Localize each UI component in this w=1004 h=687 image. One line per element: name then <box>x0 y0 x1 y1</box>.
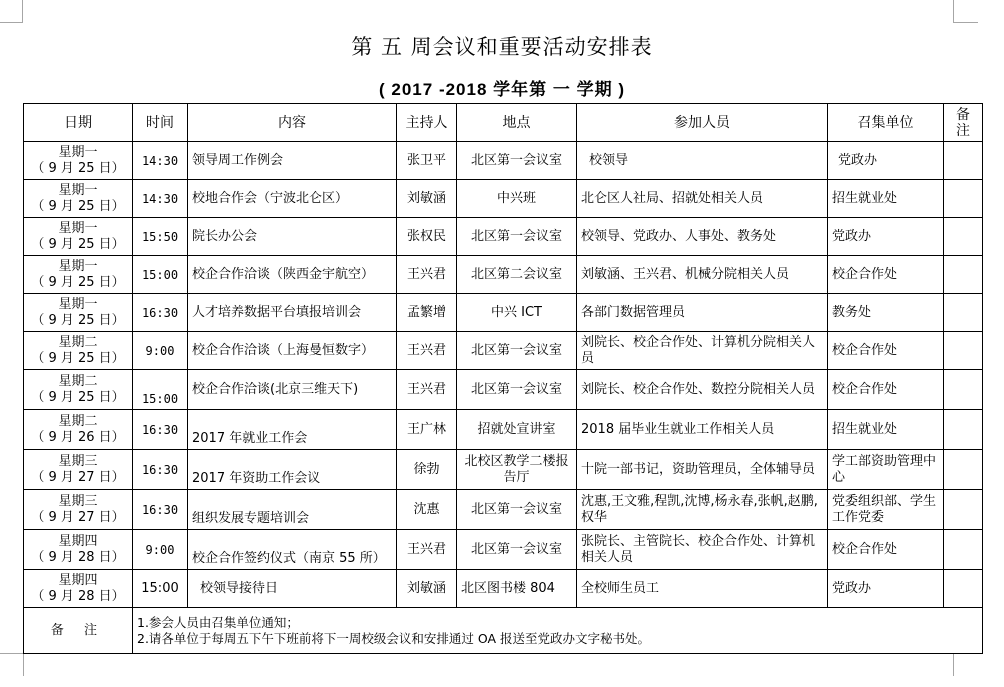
weekday: 星期四 <box>58 533 98 549</box>
remark-cell <box>944 294 983 332</box>
participants-cell: 全校师生员工 <box>577 570 828 608</box>
time-cell: 15:50 <box>133 218 188 256</box>
header-remark-line1: 备 <box>956 106 970 123</box>
header-remark-line2: 注 <box>956 122 970 139</box>
table-row <box>24 142 983 180</box>
location-cell: 北区第二会议室 <box>457 256 577 294</box>
organizer-cell: 校企合作处 <box>828 370 944 410</box>
header-content: 内容 <box>188 104 397 142</box>
table-row <box>24 490 983 530</box>
table-row <box>24 180 983 218</box>
header-time: 时间 <box>133 104 188 142</box>
remark-cell <box>944 256 983 294</box>
date-cell <box>24 180 133 218</box>
participants-cell: 十院一部书记，资助管理员，全体辅导员 <box>577 450 828 490</box>
document-subtitle: ( 2017 -2018 学年第 一 学期 ) <box>379 80 625 99</box>
time-cell: 14:30 <box>133 180 188 218</box>
notes-line-1: 1.参会人员由召集单位通知； <box>137 614 299 630</box>
table-row <box>24 410 983 450</box>
time-cell: 16:30 <box>133 294 188 332</box>
remark-cell <box>944 180 983 218</box>
schedule-table <box>23 103 983 654</box>
header-organizer: 召集单位 <box>828 104 944 142</box>
weekday: 星期一 <box>58 182 98 198</box>
host-cell: 刘敏涵 <box>397 180 457 218</box>
host-cell: 沈惠 <box>397 490 457 530</box>
time-cell: 15:00 <box>133 256 188 294</box>
content-cell: 人才培养数据平台填报培训会 <box>188 294 397 332</box>
table-row <box>24 530 983 570</box>
organizer-cell: 党政办 <box>828 142 944 180</box>
header-location: 地点 <box>457 104 577 142</box>
header-participants: 参加人员 <box>577 104 828 142</box>
remark-cell <box>944 410 983 450</box>
time-cell: 16:30 <box>133 410 188 450</box>
location-cell: 招就处宣讲室 <box>457 410 577 450</box>
host-cell: 王兴君 <box>397 370 457 410</box>
weekday: 星期三 <box>58 453 98 469</box>
participants-cell: 校领导 <box>577 142 828 180</box>
participants-cell: 刘敏涵、王兴君、机械分院相关人员 <box>577 256 828 294</box>
date: （ 9 月 25 日） <box>31 236 125 252</box>
page-corner-mark-bottom-right <box>953 653 978 676</box>
participants-cell: 刘院长、校企合作处、计算机分院相关人员 <box>577 332 828 370</box>
content-cell: 校企合作签约仪式（南京 55 所） <box>188 530 397 570</box>
date-cell <box>24 490 133 530</box>
date: （ 9 月 25 日） <box>31 160 125 176</box>
host-cell: 王兴君 <box>397 530 457 570</box>
location-cell: 中兴 ICT <box>457 294 577 332</box>
location-cell: 北区第一会议室 <box>457 530 577 570</box>
table-header-row <box>24 104 983 142</box>
table-row <box>24 256 983 294</box>
date-cell <box>24 410 133 450</box>
weekday: 星期二 <box>58 373 98 389</box>
date: （ 9 月 27 日） <box>31 509 125 525</box>
date-cell <box>24 256 133 294</box>
notes-label: 备 注 <box>24 608 133 654</box>
date: （ 9 月 26 日） <box>31 429 125 445</box>
organizer-cell: 党政办 <box>828 218 944 256</box>
participants-cell: 校领导、党政办、人事处、教务处 <box>577 218 828 256</box>
date: （ 9 月 25 日） <box>31 389 125 405</box>
notes-line-2: 2.请各单位于每周五下午下班前将下一周校级会议和安排通过 OA 报送至党政办文字秘书处。 <box>137 630 651 646</box>
weekday: 星期一 <box>58 144 98 160</box>
host-cell: 刘敏涵 <box>397 570 457 608</box>
date-cell <box>24 218 133 256</box>
content-cell: 校企合作洽谈（陕西金宇航空） <box>188 256 397 294</box>
table-row <box>24 370 983 410</box>
page-corner-mark-top-left <box>0 0 23 23</box>
location-cell: 北区第一会议室 <box>457 490 577 530</box>
time-cell: 15:00 <box>133 370 188 410</box>
time-cell: 16:30 <box>133 450 188 490</box>
content-cell: 领导周工作例会 <box>188 142 397 180</box>
location-cell: 北区第一会议室 <box>457 332 577 370</box>
notes-row <box>24 608 983 654</box>
time-cell: 15:00 <box>133 570 188 608</box>
time-cell: 9:00 <box>133 332 188 370</box>
organizer-cell: 教务处 <box>828 294 944 332</box>
organizer-cell: 学工部资助管理中心 <box>828 450 944 490</box>
table-row <box>24 332 983 370</box>
remark-cell <box>944 218 983 256</box>
organizer-cell: 党委组织部、学生工作党委 <box>828 490 944 530</box>
content-cell: 组织发展专题培训会 <box>188 490 397 530</box>
host-cell: 王兴君 <box>397 256 457 294</box>
participants-cell: 沈惠,王文雅,程凯,沈博,杨永春,张帆,赵鹏,权华 <box>577 490 828 530</box>
header-host: 主持人 <box>397 104 457 142</box>
content-cell: 2017 年就业工作会 <box>188 410 397 450</box>
document-title: 第 五 周会议和重要活动安排表 <box>351 35 653 59</box>
time-cell: 9:00 <box>133 530 188 570</box>
content-cell: 校地合作会（宁波北仑区） <box>188 180 397 218</box>
date-cell <box>24 570 133 608</box>
date: （ 9 月 25 日） <box>31 350 125 366</box>
remark-cell <box>944 142 983 180</box>
weekday: 星期四 <box>58 572 98 588</box>
date: （ 9 月 27 日） <box>31 469 125 485</box>
date: （ 9 月 28 日） <box>31 588 125 604</box>
content-cell: 2017 年资助工作会议 <box>188 450 397 490</box>
table-row <box>24 218 983 256</box>
participants-cell: 北仑区人社局、招就处相关人员 <box>577 180 828 218</box>
page-corner-mark-bottom-left <box>0 653 24 676</box>
participants-cell: 2018 届毕业生就业工作相关人员 <box>577 410 828 450</box>
time-cell: 14:30 <box>133 142 188 180</box>
location-cell: 北校区教学二楼报告厅 <box>457 450 577 490</box>
date-cell <box>24 142 133 180</box>
host-cell: 王广林 <box>397 410 457 450</box>
location-cell: 北区第一会议室 <box>457 142 577 180</box>
location-cell: 北区图书楼 804 <box>457 570 577 608</box>
date: （ 9 月 25 日） <box>31 274 125 290</box>
weekday: 星期二 <box>58 334 98 350</box>
page-corner-mark-top-right <box>953 0 978 23</box>
weekday: 星期二 <box>58 413 98 429</box>
host-cell: 徐勃 <box>397 450 457 490</box>
date-cell <box>24 294 133 332</box>
participants-cell: 张院长、主管院长、校企合作处、计算机相关人员 <box>577 530 828 570</box>
date-cell <box>24 332 133 370</box>
weekday: 星期一 <box>58 220 98 236</box>
table-row <box>24 450 983 490</box>
content-cell: 校领导接待日 <box>188 570 397 608</box>
location-cell: 北区第一会议室 <box>457 370 577 410</box>
host-cell: 王兴君 <box>397 332 457 370</box>
date-cell <box>24 370 133 410</box>
date-cell <box>24 450 133 490</box>
content-cell: 校企合作洽谈（上海曼恒数字） <box>188 332 397 370</box>
content-cell: 校企合作洽谈(北京三维天下) <box>188 370 397 410</box>
content-cell: 院长办公会 <box>188 218 397 256</box>
remark-cell <box>944 530 983 570</box>
weekday: 星期三 <box>58 493 98 509</box>
host-cell: 孟繁增 <box>397 294 457 332</box>
organizer-cell: 招生就业处 <box>828 180 944 218</box>
remark-cell <box>944 450 983 490</box>
participants-cell: 各部门数据管理员 <box>577 294 828 332</box>
organizer-cell: 招生就业处 <box>828 410 944 450</box>
remark-cell <box>944 370 983 410</box>
time-cell: 16:30 <box>133 490 188 530</box>
remark-cell <box>944 490 983 530</box>
location-cell: 北区第一会议室 <box>457 218 577 256</box>
date-cell <box>24 530 133 570</box>
organizer-cell: 校企合作处 <box>828 256 944 294</box>
weekday: 星期一 <box>58 258 98 274</box>
remark-cell <box>944 570 983 608</box>
participants-cell: 刘院长、校企合作处、数控分院相关人员 <box>577 370 828 410</box>
weekday: 星期一 <box>58 296 98 312</box>
organizer-cell: 党政办 <box>828 570 944 608</box>
header-date: 日期 <box>24 104 133 142</box>
date: （ 9 月 25 日） <box>31 198 125 214</box>
location-cell: 中兴班 <box>457 180 577 218</box>
table-row <box>24 294 983 332</box>
date: （ 9 月 25 日） <box>31 312 125 328</box>
header-remark <box>944 104 983 142</box>
organizer-cell: 校企合作处 <box>828 530 944 570</box>
notes-content <box>133 608 983 654</box>
date: （ 9 月 28 日） <box>31 549 125 565</box>
host-cell: 张卫平 <box>397 142 457 180</box>
organizer-cell: 校企合作处 <box>828 332 944 370</box>
table-row <box>24 570 983 608</box>
host-cell: 张权民 <box>397 218 457 256</box>
remark-cell <box>944 332 983 370</box>
